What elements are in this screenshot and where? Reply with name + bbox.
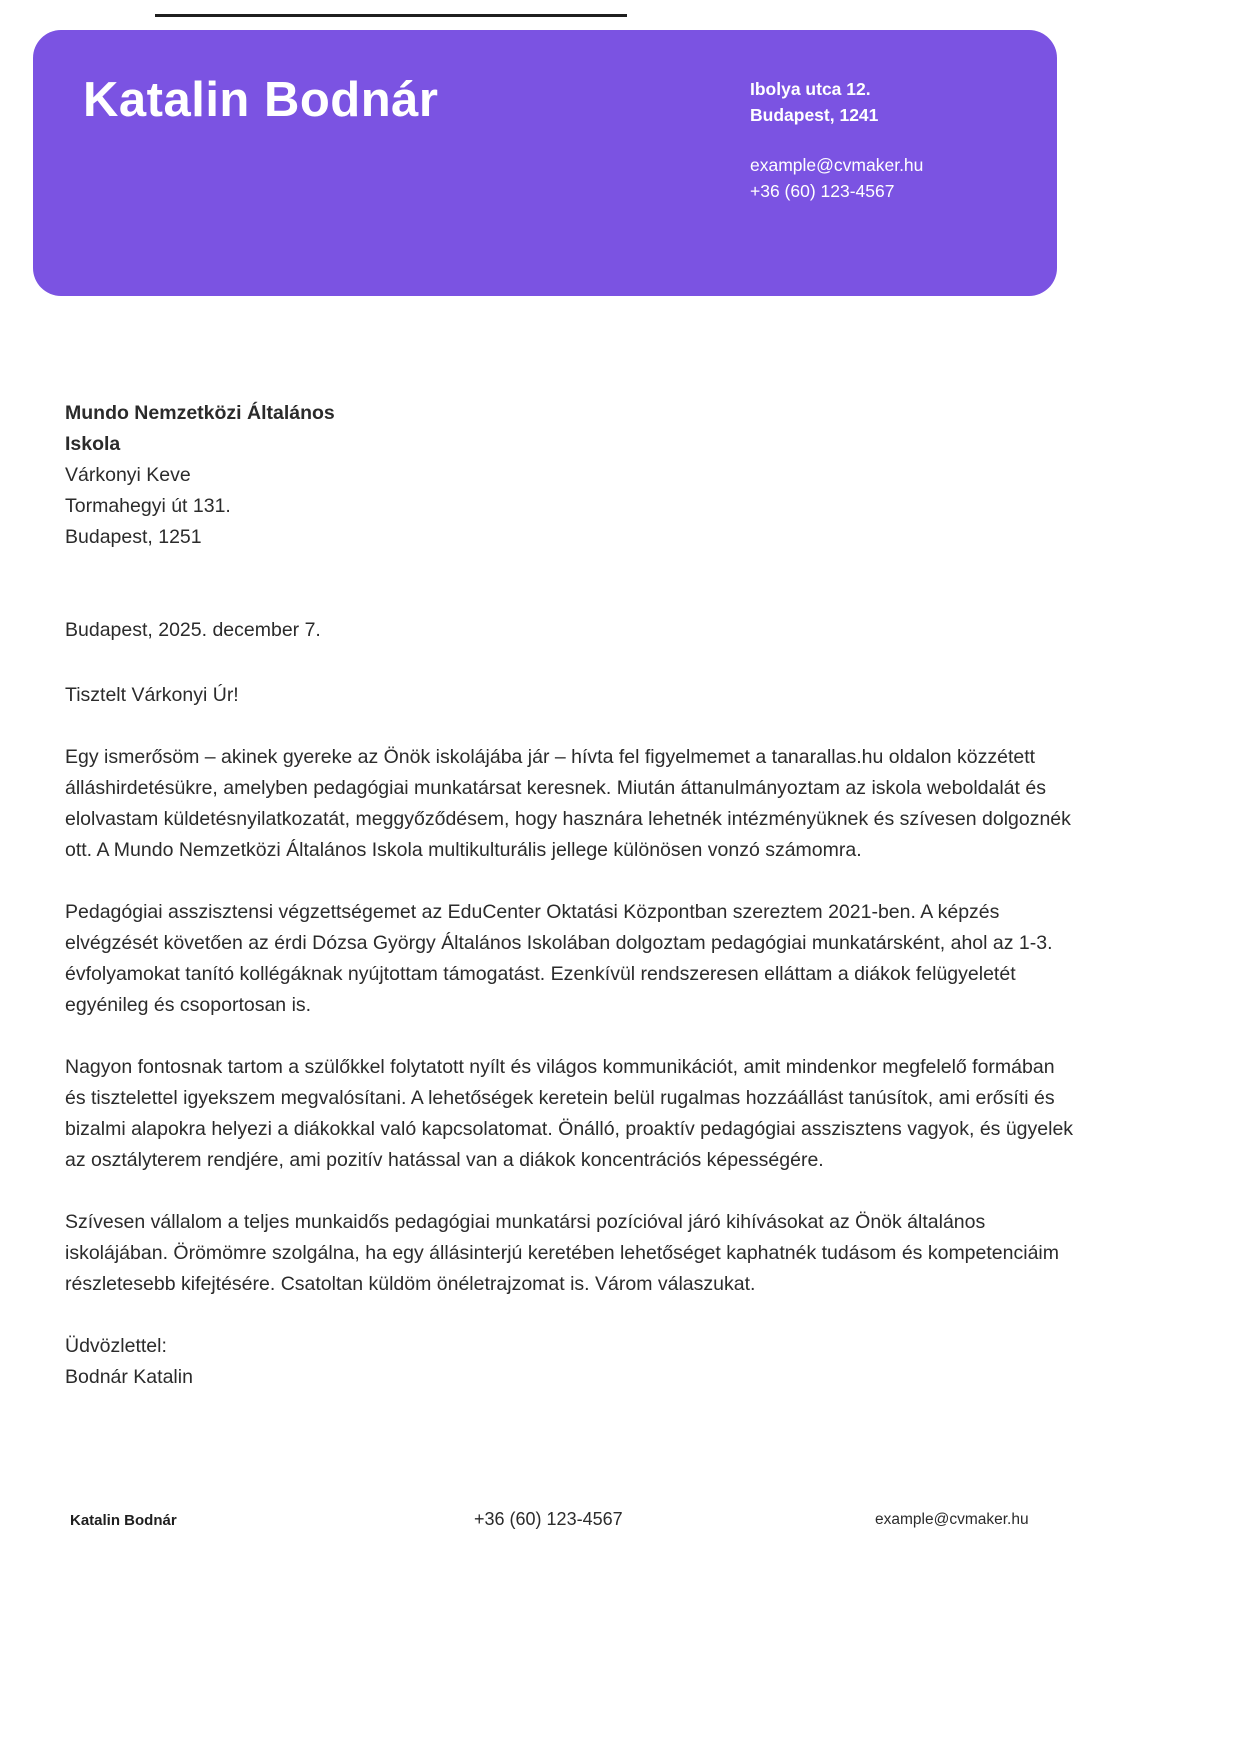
recipient-organization-line2: Iskola	[65, 433, 121, 455]
recipient-city: Budapest, 1251	[65, 526, 202, 548]
header-contact-block	[750, 76, 923, 204]
recipient-block	[65, 398, 1080, 553]
letter-paragraph-4: Szívesen vállalom a teljes munkaidős pedagógiai munkatársi pozícióval járó kihívásokat az Önök általános iskolájában. Örömömre szolgálna, ha egy állásinterjú keretében lehetőséget kaphatnék tudásom és kompetenciáim részletesebb kifejtésére. Csatoltan küldöm önéletrajzomat is. Várom válaszukat.	[65, 1211, 1059, 1295]
letter-date: Budapest, 2025. december 7.	[65, 619, 321, 641]
signature-name: Bodnár Katalin	[65, 1366, 193, 1388]
header-phone: +36 (60) 123-4567	[750, 181, 895, 201]
letter-paragraph-1: Egy ismerősöm – akinek gyereke az Önök iskolájába jár – hívta fel figyelmemet a tanarallas.hu oldalon közzétett álláshirdetésükre, amelyben pedagógiai munkatársat keresnek. Miután áttanulmányoztam az iskola weboldalát és elolvastam küldetésnyilatkozatát, meggyőződésem, hogy hasznára lehetnék intézményüknek és szívesen dolgoznék ott. A Mundo Nemzetközi Általános Iskola multikulturális jellege különösen vonzó számomra.	[65, 746, 1071, 861]
letter-body	[65, 398, 1080, 1393]
footer-name: Katalin Bodnár	[70, 1512, 177, 1529]
closing-valediction: Üdvözlettel:	[65, 1335, 167, 1357]
letter-paragraph-2: Pedagógiai asszisztensi végzettségemet az EduCenter Oktatási Központban szereztem 2021-ben. A képzés elvégzését követően az érdi Dózsa György Általános Iskolában dolgoztam pedagógiai munkatársként, ahol az 1-3. évfolyamokat tanító kollégáknak nyújtottam támogatást. Ezenkívül rendszeresen elláttam a diákok felügyeletét egyénileg és csoportosan is.	[65, 901, 1053, 1016]
header-address-line1: Ibolya utca 12.	[750, 79, 871, 99]
footer-phone: +36 (60) 123-4567	[474, 1509, 623, 1529]
recipient-organization-line1: Mundo Nemzetközi Általános	[65, 402, 335, 424]
footer-email: example@cvmaker.hu	[875, 1511, 1029, 1528]
top-rule	[155, 14, 627, 17]
recipient-street: Tormahegyi út 131.	[65, 495, 231, 517]
header-email: example@cvmaker.hu	[750, 155, 924, 175]
letter-paragraph-3: Nagyon fontosnak tartom a szülőkkel folytatott nyílt és világos kommunikációt, amit mindenkor megfelelő formában és tisztelettel igyekszem megvalósítani. A lehetőségek keretein belül rugalmas hozzáállást tanúsítok, ami erősíti és bizalmi alapokra helyezi a diákokkal való kapcsolatomat. Önálló, proaktív pedagógiai asszisztens vagyok, és ügyelek az osztályterem rendjére, ami pozitív hatással van a diákok koncentrációs képességére.	[65, 1056, 1074, 1171]
salutation: Tisztelt Várkonyi Úr!	[65, 684, 239, 706]
closing-block	[65, 1331, 1080, 1393]
header-card	[33, 30, 1057, 296]
header-name: Katalin Bodnár	[83, 73, 439, 127]
header-address-line2: Budapest, 1241	[750, 105, 879, 125]
recipient-contact-person: Várkonyi Keve	[65, 464, 191, 486]
